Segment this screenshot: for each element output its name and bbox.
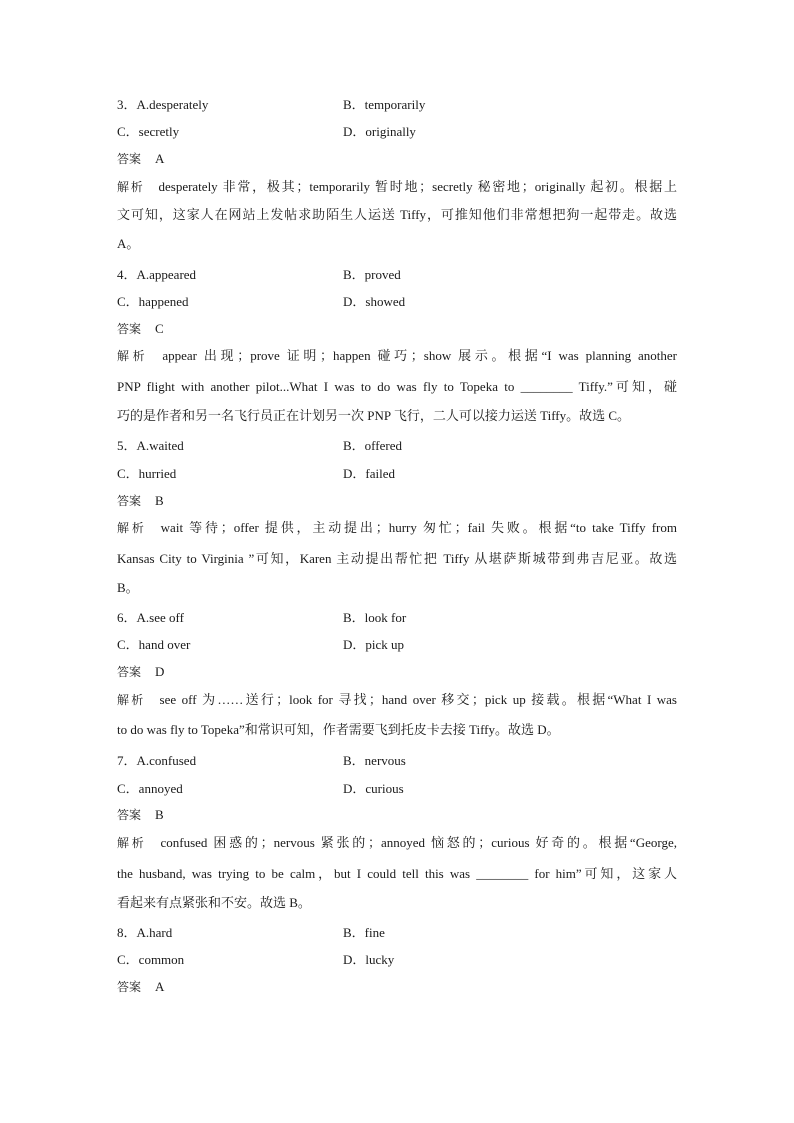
q5-option-d: D．failed bbox=[343, 466, 395, 481]
analysis-label: 解析 bbox=[117, 521, 147, 535]
q6-analysis-line-1 bbox=[117, 691, 677, 709]
q5-analysis-text-1: wait 等待；offer 提供，主动提出；hurry 匆忙；fail 失败。根据“to take Tiffy from bbox=[160, 520, 677, 535]
q6-option-c: C．hand over bbox=[117, 637, 191, 652]
q5-analysis-line-2: Kansas City to Virginia ”可知，Karen 主动提出帮忙把 Tiffy 从堪萨斯城带到弗吉尼亚。故选 bbox=[117, 551, 677, 566]
analysis-label: 解析 bbox=[117, 180, 145, 194]
q4-answer bbox=[117, 320, 164, 338]
q5-analysis-line-3: B。 bbox=[117, 580, 139, 595]
q6-analysis-text-1: see off 为……送行；look for 寻找；hand over 移交；pick up 接载。根据“What I was bbox=[159, 692, 677, 707]
q4-answer-value: C bbox=[155, 321, 164, 336]
q4-option-a: 4．A.appeared bbox=[117, 267, 197, 282]
q3-answer-value: A bbox=[155, 151, 165, 166]
q4-analysis-line-2: PNP flight with another pilot...What I was to do was fly to Topeka to ________ Tiffy.”可知，碰 bbox=[117, 379, 677, 394]
analysis-label: 解析 bbox=[117, 693, 146, 707]
q6-option-a: 6．A.see off bbox=[117, 610, 184, 625]
q5-answer bbox=[117, 492, 164, 510]
q4-analysis-line-3: 巧的是作者和另一名飞行员正在计划另一次 PNP 飞行，二人可以接力运送 Tiffy。故选 C。 bbox=[117, 408, 631, 423]
q4-analysis-text-1: appear 出现；prove 证明；happen 碰巧；show 展示。根据“I was planning another bbox=[162, 348, 677, 363]
q7-answer-value: B bbox=[155, 807, 164, 822]
q7-option-b: B．nervous bbox=[343, 753, 406, 768]
q7-option-a: 7．A.confused bbox=[117, 753, 197, 768]
q4-option-b: B．proved bbox=[343, 267, 401, 282]
q8-answer bbox=[117, 978, 164, 996]
q6-analysis-line-2: to do was fly to Topeka”和常识可知，作者需要飞到托皮卡去接 Tiffy。故选 D。 bbox=[117, 722, 560, 737]
q3-option-d: D．originally bbox=[343, 124, 416, 139]
q7-analysis-line-2: the husband, was trying to be calm，but I could tell this was ________ for him”可知，这家人 bbox=[117, 866, 677, 881]
q6-option-b: B．look for bbox=[343, 610, 407, 625]
answer-label: 答案 bbox=[117, 665, 142, 679]
q5-option-b: B．offered bbox=[343, 438, 402, 453]
q4-option-c: C．happened bbox=[117, 294, 189, 309]
q3-answer bbox=[117, 150, 164, 168]
q4-analysis-line-1 bbox=[117, 347, 677, 365]
q7-analysis-line-3: 看起来有点紧张和不安。故选 B。 bbox=[117, 895, 311, 910]
q7-analysis-text-1: confused 困惑的；nervous 紧张的；annoyed 恼怒的；curious 好奇的。根据“George, bbox=[160, 835, 677, 850]
answer-label: 答案 bbox=[117, 980, 142, 994]
q7-analysis-line-1 bbox=[117, 834, 677, 852]
q3-analysis-line-2: 文可知，这家人在网站上发帖求助陌生人运送 Tiffy，可推知他们非常想把狗一起带走。故选 bbox=[117, 207, 677, 222]
q5-answer-value: B bbox=[155, 493, 164, 508]
q8-option-c: C．common bbox=[117, 952, 185, 967]
q7-option-d: D．curious bbox=[343, 781, 404, 796]
answer-label: 答案 bbox=[117, 152, 142, 166]
q6-option-d: D．pick up bbox=[343, 637, 405, 652]
answer-label: 答案 bbox=[117, 494, 142, 508]
q5-option-c: C．hurried bbox=[117, 466, 177, 481]
q6-answer-value: D bbox=[155, 664, 165, 679]
analysis-label: 解析 bbox=[117, 349, 149, 363]
q3-analysis-line-3: A。 bbox=[117, 236, 140, 251]
q3-option-b: B．temporarily bbox=[343, 97, 426, 112]
q5-analysis-line-1 bbox=[117, 519, 677, 537]
q8-option-a: 8．A.hard bbox=[117, 925, 173, 940]
q8-option-d: D．lucky bbox=[343, 952, 395, 967]
q7-option-c: C．annoyed bbox=[117, 781, 183, 796]
q5-option-a: 5．A.waited bbox=[117, 438, 184, 453]
q3-option-a: 3．A.desperately bbox=[117, 97, 209, 112]
q3-option-c: C．secretly bbox=[117, 124, 180, 139]
q8-answer-value: A bbox=[155, 979, 165, 994]
analysis-label: 解析 bbox=[117, 836, 147, 850]
q8-option-b: B．fine bbox=[343, 925, 385, 940]
answer-label: 答案 bbox=[117, 808, 142, 822]
q3-analysis-text-1: desperately 非常，极其；temporarily 暂时地；secretly 秘密地；originally 起初。根据上 bbox=[158, 179, 677, 194]
answer-label: 答案 bbox=[117, 322, 142, 336]
q6-answer bbox=[117, 663, 164, 681]
q4-option-d: D．showed bbox=[343, 294, 406, 309]
q7-answer bbox=[117, 806, 164, 824]
q3-analysis-line-1 bbox=[117, 178, 677, 196]
